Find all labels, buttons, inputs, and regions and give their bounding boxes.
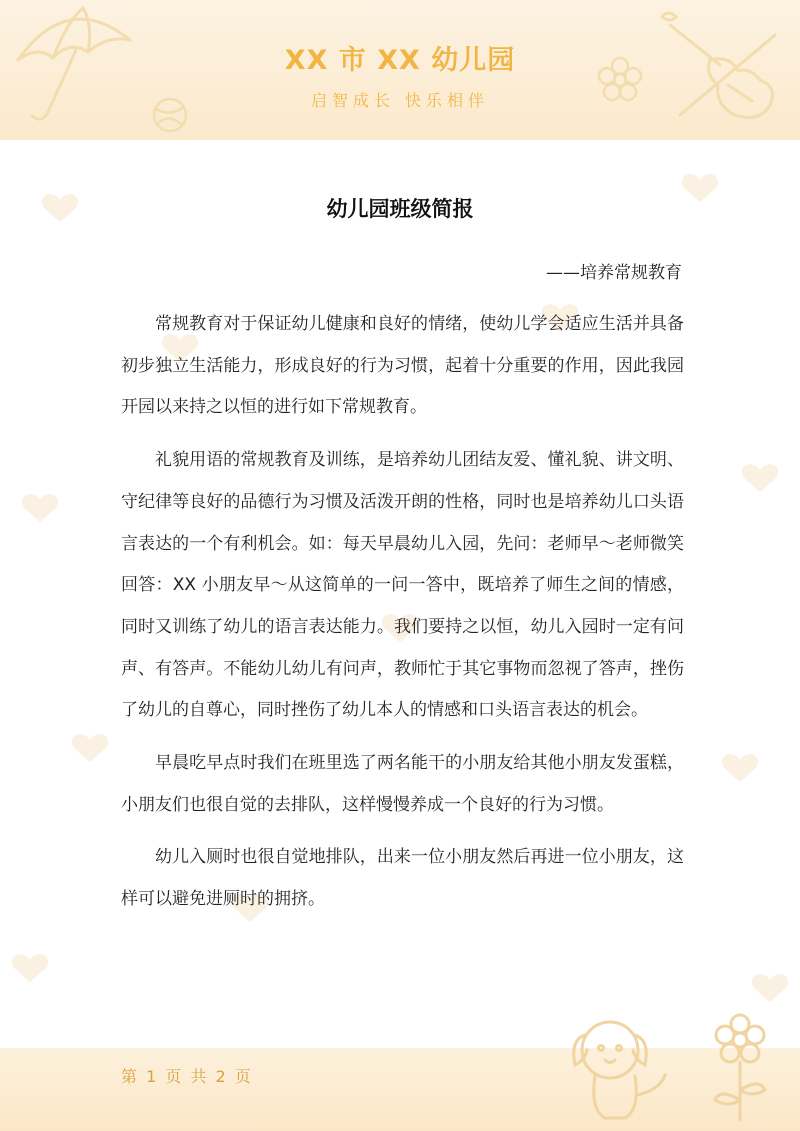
- paragraph: 早晨吃早点时我们在班里选了两名能干的小朋友给其他小朋友发蛋糕，小朋友们也很自觉的去排队，这样慢慢养成一个良好的行为习惯。: [121, 753, 684, 815]
- school-slogan: 启智成长 快乐相伴: [310, 91, 490, 110]
- document-body: [121, 304, 684, 932]
- dog-icon: [565, 1010, 685, 1125]
- paragraph: 礼貌用语的常规教育及训练，是培养幼儿团结友爱、懂礼貌、讲文明、守纪律等良好的品德行为习惯及活泼开朗的性格，同时也是培养幼儿口头语言表达的一个有利机会。如：每天早晨幼儿入园，先问：老师早～老师微笑回答：XX 小朋友早～从这简单的一问一答中，既培养了师生之间的情感，同时又训练了幼儿的语言表达能力。我们要持之以恒，幼儿入园时一定有问声、有答声。不能幼儿幼儿有问声，教师忙于其它事物而忽视了答声，挫伤了幼儿的自尊心，同时挫伤了幼儿本人的情感和口头语言表达的机会。: [121, 450, 684, 721]
- flower-with-stem-icon: [700, 1010, 780, 1125]
- school-name: XX 市 XX 幼儿园: [284, 45, 516, 76]
- page-number: 第 1 页 共 2 页: [121, 1067, 253, 1086]
- document-subtitle: ——培养常规教育: [546, 263, 682, 283]
- paragraph: 常规教育对于保证幼儿健康和良好的情绪，使幼儿学会适应生活并具备初步独立生活能力，形成良好的行为习惯，起着十分重要的作用，因此我园开园以来持之以恒的进行如下常规教育。: [121, 314, 684, 418]
- document-title: 幼儿园班级简报: [326, 197, 474, 221]
- paragraph: 幼儿入厕时也很自觉地排队，出来一位小朋友然后再进一位小朋友，这样可以避免进厕时的拥挤。: [121, 847, 684, 910]
